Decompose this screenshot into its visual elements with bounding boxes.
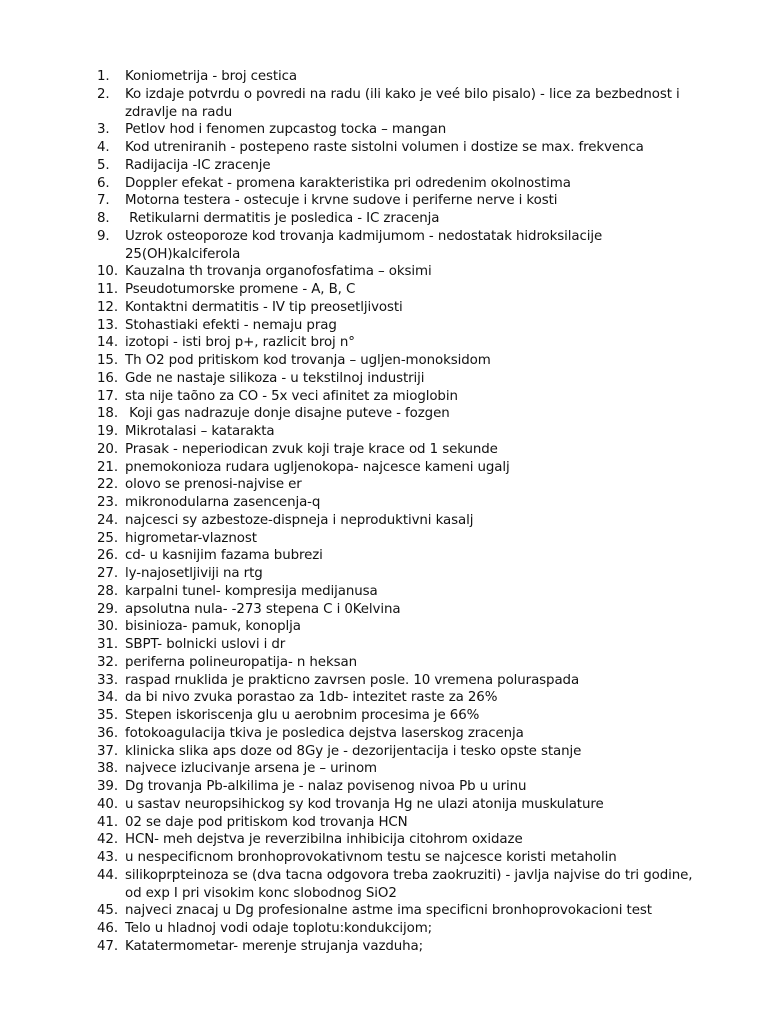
list-item <box>97 601 697 619</box>
list-item-number: 31. <box>97 637 118 652</box>
list-item <box>97 86 697 122</box>
list-item <box>97 281 697 299</box>
list-item-number: 6. <box>97 175 110 191</box>
list-item <box>97 796 697 814</box>
list-item-text: SBPT- bolnicki uslovi i dr <box>125 637 286 652</box>
list-item-text: cd- u kasnijim fazama bubrezi <box>125 548 323 564</box>
list-item-number: 26. <box>97 548 118 564</box>
list-item-text: apsolutna nula- -273 stepena C i 0Kelvina <box>125 601 401 617</box>
list-item <box>97 636 697 654</box>
list-item-number: 20. <box>97 441 118 457</box>
list-item-number: 22. <box>97 477 118 493</box>
list-item <box>97 867 697 903</box>
list-item <box>97 814 697 832</box>
list-item-number: 5. <box>97 157 110 173</box>
list-item-number: 15. <box>97 353 118 368</box>
list-item-number: 1. <box>97 69 110 84</box>
list-item <box>97 405 697 423</box>
list-item <box>97 228 697 264</box>
list-item-number: 33. <box>97 672 118 688</box>
list-item-text: karpalni tunel- kompresija medijanusa <box>125 583 378 599</box>
list-item-number: 37. <box>97 743 118 759</box>
list-item <box>97 68 697 86</box>
list-item-number: 2. <box>97 86 110 102</box>
list-item-text: Retikularni dermatitis je posledica - IC zracenja <box>125 211 440 226</box>
list-item-text: Motorna testera - ostecuje i krvne sudove i periferne nerve i kosti <box>125 193 558 209</box>
list-item-number: 16. <box>97 370 118 386</box>
list-item <box>97 760 697 778</box>
list-item-text: Ko izdaje potvrdu o povredi na radu (ili kako je veé bilo pisalo) - lice za bezbednost i zdravlje na radu <box>125 86 684 120</box>
list-item <box>97 175 697 193</box>
list-item-text: silikoprpteinoza se (dva tacna odgovora treba zaokruziti) - javlja najvise do tri godine, od exp I pri visokim konc slobodnog SiO2 <box>125 867 697 901</box>
list-item-number: 19. <box>97 424 118 439</box>
list-item-text: Doppler efekat - promena karakteristika pri odredenim okolnostima <box>125 175 571 191</box>
list-item-text: Kontaktni dermatitis - IV tip preosetljivosti <box>125 299 403 315</box>
list-item <box>97 778 697 796</box>
list-item-text: pnemokonioza rudara ugljenokopa- najcesce kameni ugalj <box>125 459 510 475</box>
list-item-number: 13. <box>97 317 118 333</box>
list-item-number: 35. <box>97 708 118 723</box>
list-item-text: Koji gas nadrazuje donje disajne puteve - fozgen <box>125 406 450 422</box>
list-item-text: fotokoagulacija tkiva je posledica dejstva laserskog zracenja <box>125 725 524 741</box>
list-item-number: 9. <box>97 228 110 244</box>
list-item <box>97 583 697 601</box>
list-item <box>97 672 697 690</box>
list-item <box>97 530 697 548</box>
list-item-number: 8. <box>97 211 110 226</box>
list-item-number: 7. <box>97 193 110 209</box>
list-item-number: 34. <box>97 690 118 706</box>
list-item-text: najvece izlucivanje arsena je – urinom <box>125 761 377 777</box>
list-item <box>97 441 697 459</box>
list-item-text: Dg trovanja Pb-alkilima je - nalaz povisenog nivoa Pb u urinu <box>125 779 527 794</box>
list-item <box>97 370 697 388</box>
list-item-number: 17. <box>97 388 118 404</box>
list-item-text: Kauzalna th trovanja organofosfatima – oksimi <box>125 264 432 280</box>
list-item <box>97 334 697 352</box>
list-item-number: 45. <box>97 903 118 919</box>
list-item <box>97 618 697 636</box>
list-item <box>97 902 697 920</box>
list-item-number: 10. <box>97 264 118 280</box>
list-item-text: raspad rnuklida je prakticno zavrsen posle. 10 vremena poluraspada <box>125 672 580 688</box>
list-item <box>97 725 697 743</box>
list-item-text: mikronodularna zasencenja-q <box>125 495 321 510</box>
list-item <box>97 689 697 707</box>
list-item-number: 43. <box>97 850 118 865</box>
list-item-text: Katatermometar- merenje strujanja vazduha; <box>125 938 424 954</box>
list-item-text: Stohastiaki efekti - nemaju prag <box>125 317 337 333</box>
list-item-number: 21. <box>97 459 118 475</box>
list-item <box>97 317 697 335</box>
list-item <box>97 121 697 139</box>
list-item-number: 36. <box>97 725 118 741</box>
list-item <box>97 565 697 583</box>
list-item-number: 24. <box>97 512 118 528</box>
numbered-list <box>97 68 697 956</box>
list-item-number: 40. <box>97 796 118 812</box>
list-item-text: u sastav neuropsihickog sy kod trovanja Hg ne ulazi atonija muskulature <box>125 796 604 812</box>
list-item-text: Kod utreniranih - postepeno raste sistolni volumen i dostize se max. frekvenca <box>125 140 644 155</box>
list-item-number: 27. <box>97 566 118 581</box>
list-item <box>97 494 697 512</box>
list-item-text: Koniometrija - broj cestica <box>125 69 298 84</box>
list-item-text: olovo se prenosi-najvise er <box>125 477 302 493</box>
list-item <box>97 423 697 441</box>
list-item-text: Mikrotalasi – katarakta <box>125 424 275 439</box>
list-item-text: izotopi - isti broj p+, razlicit broj n° <box>125 335 355 351</box>
list-item-text: HCN- meh dejstva je reverzibilna inhibicija citohrom oxidaze <box>125 832 523 848</box>
list-item <box>97 547 697 565</box>
list-item <box>97 263 697 281</box>
list-item-text: najcesci sy azbestoze-dispneja i neproduktivni kasalj <box>125 512 474 528</box>
list-item-text: bisinioza- pamuk, konoplja <box>125 619 301 635</box>
list-item-number: 29. <box>97 601 118 617</box>
list-item-text: Th O2 pod pritiskom kod trovanja – ugljen-monoksidom <box>125 353 491 368</box>
list-item-text: Stepen iskoriscenja glu u aerobnim procesima je 66% <box>125 708 480 723</box>
list-item-number: 23. <box>97 495 118 510</box>
list-item <box>97 388 697 406</box>
list-item-number: 46. <box>97 921 118 936</box>
list-item-number: 4. <box>97 140 110 155</box>
list-item <box>97 157 697 175</box>
list-item <box>97 512 697 530</box>
list-item-number: 25. <box>97 530 118 546</box>
list-item <box>97 654 697 672</box>
list-item <box>97 476 697 494</box>
list-item-number: 38. <box>97 761 118 777</box>
list-item-number: 32. <box>97 654 118 670</box>
list-item-text: Pseudotumorske promene - A, B, C <box>125 282 356 297</box>
list-item-number: 39. <box>97 779 118 794</box>
list-item-text: Radijacija -IC zracenje <box>125 157 271 173</box>
list-item-number: 18. <box>97 406 118 422</box>
list-item <box>97 920 697 938</box>
list-item-number: 11. <box>97 282 118 297</box>
list-item <box>97 831 697 849</box>
list-item-number: 44. <box>97 867 118 883</box>
list-item-text: ly-najosetljiviji na rtg <box>125 566 263 581</box>
list-item-text: sta nije taõno za CO - 5x veci afinitet za mioglobin <box>125 388 458 404</box>
list-item <box>97 849 697 867</box>
list-item-text: najveci znacaj u Dg profesionalne astme ima specificni bronhoprovokacioni test <box>125 903 652 919</box>
list-item <box>97 139 697 157</box>
list-item <box>97 192 697 210</box>
list-item <box>97 352 697 370</box>
list-item-text: Prasak - neperiodican zvuk koji traje krace od 1 sekunde <box>125 441 498 457</box>
list-item-text: 02 se daje pod pritiskom kod trovanja HCN <box>125 814 408 830</box>
list-item <box>97 938 697 956</box>
list-item-number: 47. <box>97 938 118 954</box>
list-item-number: 30. <box>97 619 118 635</box>
list-item-text: Petlov hod i fenomen zupcastog tocka – mangan <box>125 122 447 138</box>
list-item-text: Telo u hladnoj vodi odaje toplotu:kondukcijom; <box>125 921 433 936</box>
list-item-text: u nespecificnom bronhoprovokativnom testu se najcesce koristi metaholin <box>125 850 617 865</box>
list-item-number: 3. <box>97 122 110 138</box>
list-item <box>97 707 697 725</box>
list-item-text: da bi nivo zvuka porastao za 1db- intezitet raste za 26% <box>125 690 498 706</box>
list-item-number: 12. <box>97 299 118 315</box>
list-item-number: 14. <box>97 335 118 351</box>
list-item-text: klinicka slika aps doze od 8Gy je - dezorijentacija i tesko opste stanje <box>125 743 582 759</box>
list-item-number: 41. <box>97 814 118 830</box>
list-item-text: periferna polineuropatija- n heksan <box>125 654 357 670</box>
list-item <box>97 459 697 477</box>
list-item-text: Uzrok osteoporoze kod trovanja kadmijumom - nedostatak hidroksilacije 25(OH)kalciferola <box>125 228 607 262</box>
list-item <box>97 743 697 761</box>
list-item-text: higrometar-vlaznost <box>125 530 257 546</box>
list-item-number: 28. <box>97 583 118 599</box>
list-item <box>97 210 697 228</box>
list-item <box>97 299 697 317</box>
list-item-number: 42. <box>97 832 118 848</box>
list-item-text: Gde ne nastaje silikoza - u tekstilnoj industriji <box>125 370 425 386</box>
